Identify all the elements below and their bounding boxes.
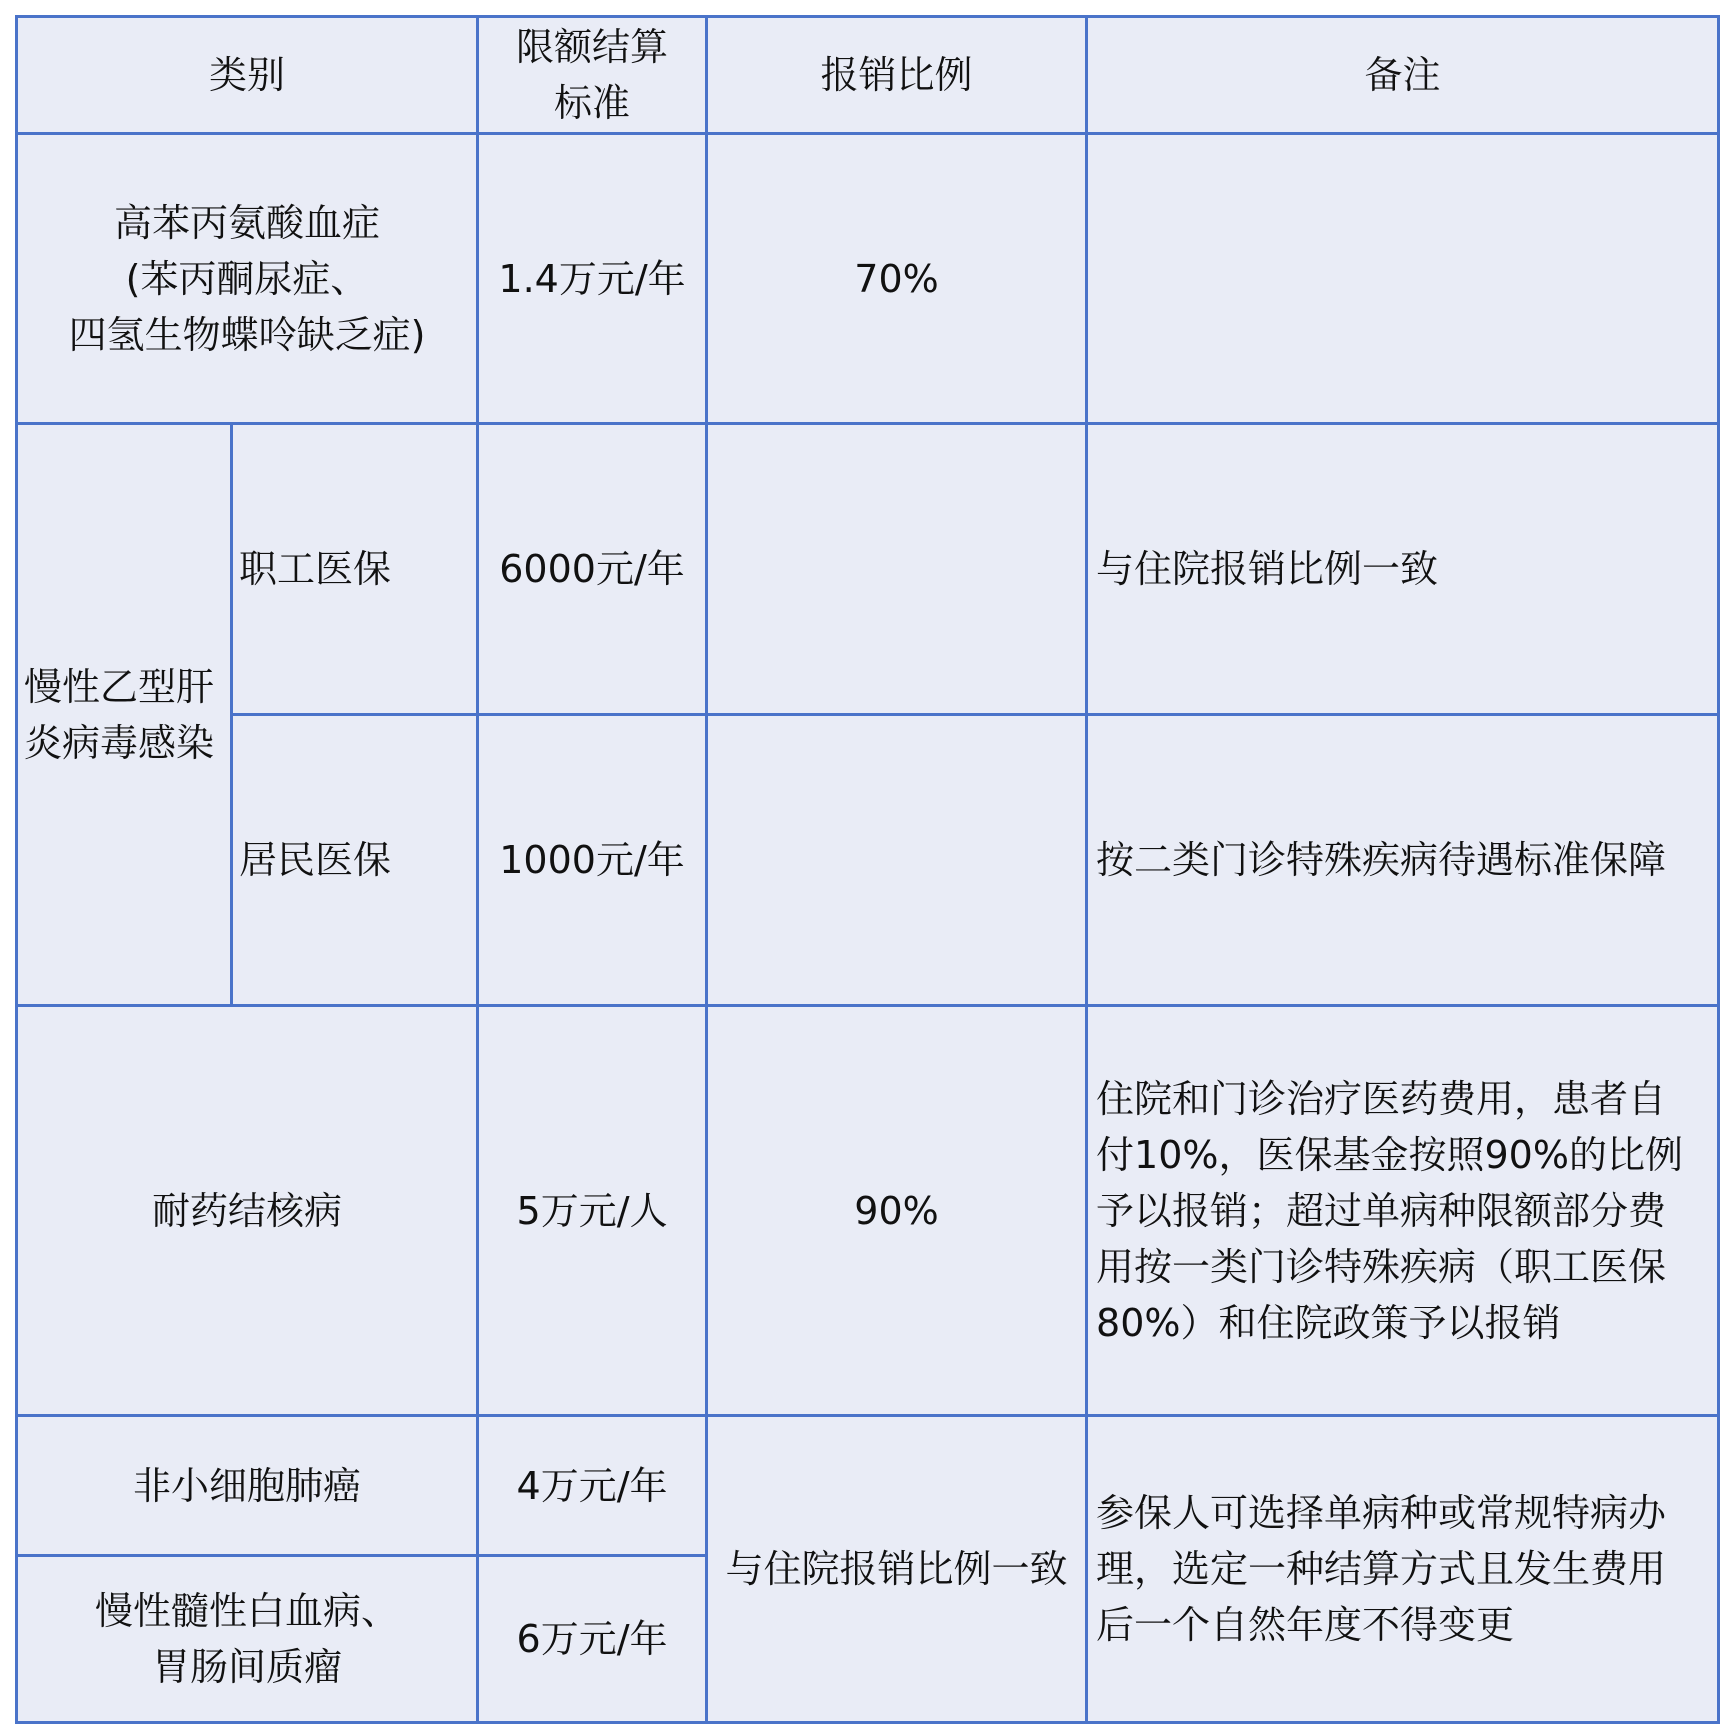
category-cell: 高苯丙氨酸血症 (苯丙酮尿症、 四氢生物蝶呤缺乏症) [17,134,478,424]
category-cell: 耐药结核病 [17,1006,478,1416]
category-cell: 非小细胞肺癌 [17,1416,478,1556]
header-reimbursement-ratio: 报销比例 [707,17,1087,134]
header-category: 类别 [17,17,478,134]
note-cell: 按二类门诊特殊疾病待遇标准保障 [1087,715,1719,1006]
note-cell: 与住院报销比例一致 [1087,424,1719,715]
limit-cell: 1.4万元/年 [478,134,707,424]
category-cell: 慢性乙型肝 炎病毒感染 [17,424,232,1006]
limit-cell: 6万元/年 [478,1556,707,1723]
table-row [17,1416,1719,1556]
header-row [17,17,1719,134]
ratio-cell: 与住院报销比例一致 [707,1416,1087,1723]
note-cell: 参保人可选择单病种或常规特病办 理，选定一种结算方式且发生费用 后一个自然年度不得变更 [1087,1416,1719,1723]
subcategory-cell: 居民医保 [232,715,478,1006]
ratio-cell [707,424,1087,715]
note-cell [1087,134,1719,424]
note-cell: 住院和门诊治疗医药费用，患者自 付10%，医保基金按照90%的比例 予以报销；超过单病种限额部分费 用按一类门诊特殊疾病（职工医保 80%）和住院政策予以报销 [1087,1006,1719,1416]
table-row [17,424,1719,715]
reimbursement-table [15,15,1720,1724]
ratio-cell: 70% [707,134,1087,424]
subcategory-cell: 职工医保 [232,424,478,715]
reimbursement-table-container [15,15,1720,1724]
table-row [17,1006,1719,1416]
table-row [17,715,1719,1006]
limit-cell: 4万元/年 [478,1416,707,1556]
ratio-cell [707,715,1087,1006]
table-row [17,134,1719,424]
category-cell: 慢性髓性白血病、 胃肠间质瘤 [17,1556,478,1723]
header-remarks: 备注 [1087,17,1719,134]
limit-cell: 6000元/年 [478,424,707,715]
limit-cell: 5万元/人 [478,1006,707,1416]
ratio-cell: 90% [707,1006,1087,1416]
limit-cell: 1000元/年 [478,715,707,1006]
header-limit-standard: 限额结算 标准 [478,17,707,134]
